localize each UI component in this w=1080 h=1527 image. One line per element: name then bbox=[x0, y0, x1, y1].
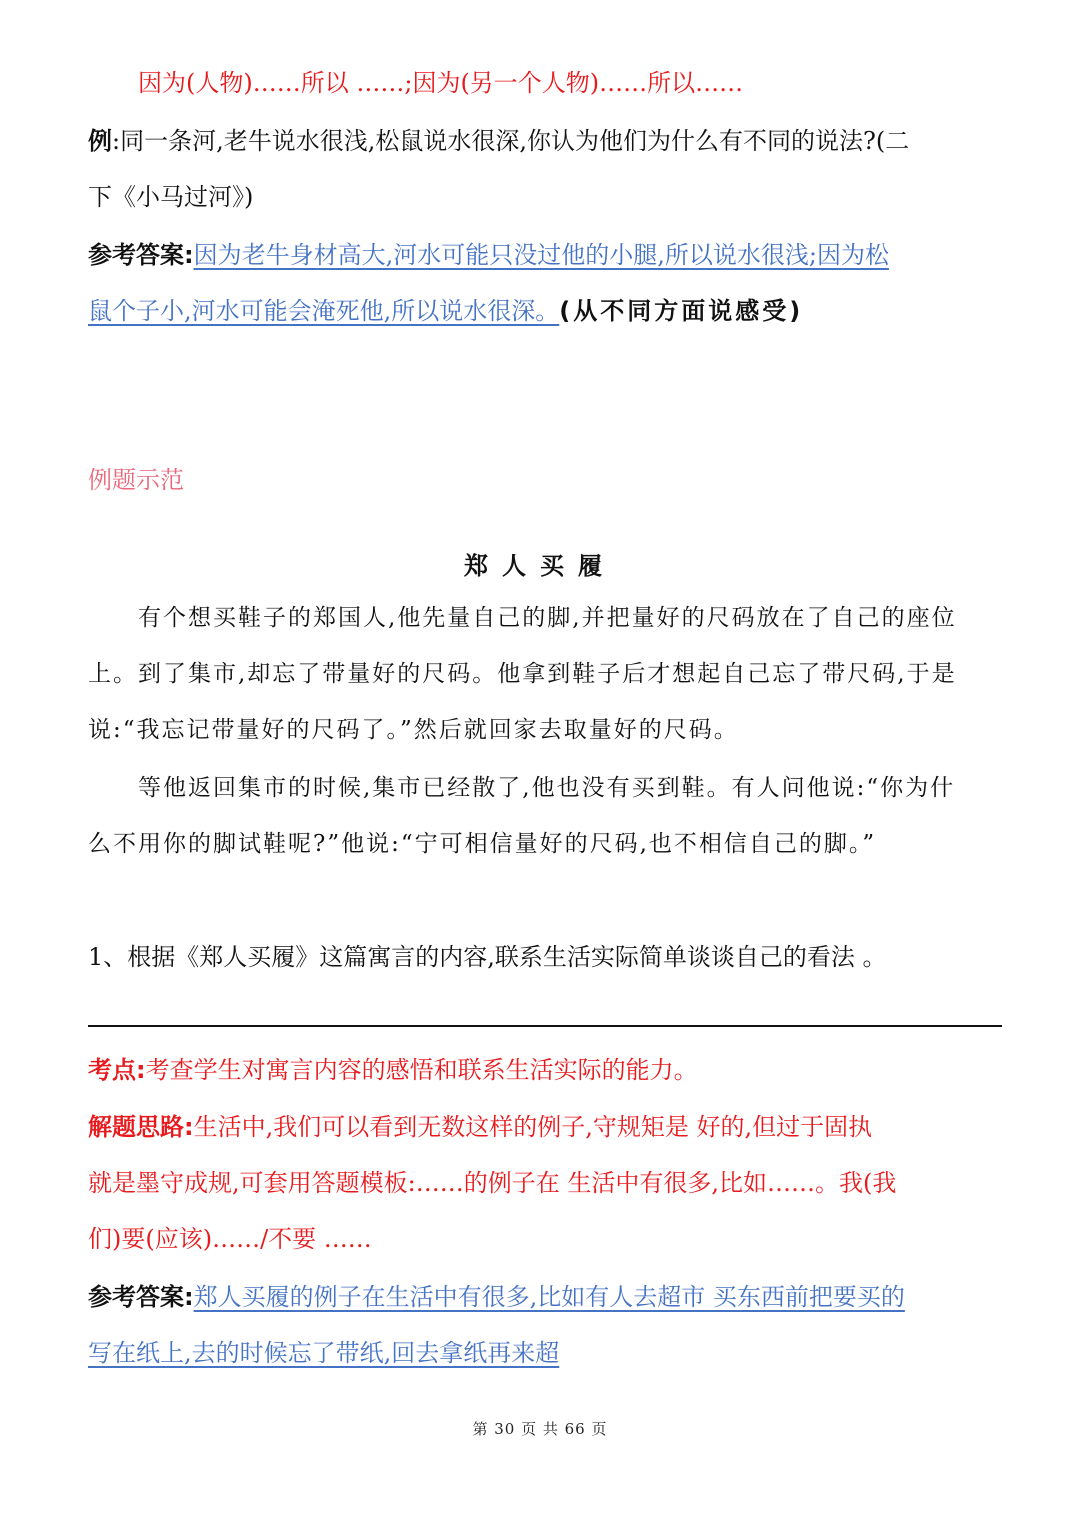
story-para2-line-1: 等他返回集市的时候,集市已经散了,他也没有买到鞋。有人问他说:“你为什 bbox=[138, 775, 956, 801]
silu-label: 解题思路: bbox=[88, 1113, 194, 1141]
answer2-label: 参考答案: bbox=[88, 1283, 194, 1311]
answer-template-line: 因为(人物)……所以 ……;因为(另一个人物)……所以…… bbox=[138, 69, 744, 97]
section-heading: 例题示范 bbox=[88, 466, 184, 494]
story-para1-line-3: 说:“我忘记带量好的尺码了。”然后就回家去取量好的尺码。 bbox=[88, 717, 739, 743]
silu-line-1 bbox=[88, 1110, 1002, 1144]
answer2-text-1: 郑人买履的例子在生活中有很多,比如有人去超市 买东西前把要买的 bbox=[193, 1283, 905, 1311]
page-footer: 第 30 页 共 66 页 bbox=[472, 1420, 608, 1438]
story-title: 郑人买履 bbox=[464, 552, 616, 580]
answer1-label: 参考答案: bbox=[88, 241, 194, 269]
answer2-line-2 bbox=[88, 1336, 1002, 1370]
story-para1-line-1: 有个想买鞋子的郑国人,他先量自己的脚,并把量好的尺码放在了自己的座位 bbox=[138, 605, 957, 631]
kaodian-label: 考点: bbox=[88, 1056, 146, 1084]
silu-text-1: 生活中,我们可以看到无数这样的例子,守规矩是 好的,但过于固执 bbox=[193, 1113, 873, 1141]
silu-line-2: 就是墨守成规,可套用答题模板:……的例子在 生活中有很多,比如……。我(我 bbox=[88, 1169, 897, 1197]
answer1-text-2: 鼠个子小,河水可能会淹死他,所以说水很深。 bbox=[88, 297, 560, 325]
example-question-line-2: 下《小马过河》) bbox=[88, 183, 254, 211]
example-question-line-1 bbox=[88, 124, 1002, 158]
answer2-text-2: 写在纸上,去的时候忘了带纸,回去拿纸再来超 bbox=[88, 1339, 560, 1367]
silu-line-3: 们)要(应该)……/不要 …… bbox=[88, 1225, 372, 1253]
kaodian-line bbox=[88, 1053, 1002, 1087]
answer1-note: (从不同方面说感受) bbox=[559, 297, 804, 325]
story-para1-line-2: 上。到了集市,却忘了带量好的尺码。他拿到鞋子后才想起自己忘了带尺码,于是 bbox=[88, 661, 957, 687]
story-para2-line-2: 么不用你的脚试鞋呢?”他说:“宁可相信量好的尺码,也不相信自己的脚。” bbox=[88, 831, 877, 857]
question-text: 1、根据《郑人买履》这篇寓言的内容,联系生活实际简单谈谈自己的看法 。 bbox=[88, 943, 887, 971]
answer2-line-1 bbox=[88, 1280, 1002, 1314]
example-text-1: :同一条河,老牛说水很浅,松鼠说水很深,你认为他们为什么有不同的说法?(二 bbox=[112, 127, 910, 155]
kaodian-text: 考查学生对寓言内容的感悟和联系生活实际的能力。 bbox=[145, 1056, 698, 1084]
answer1-text-1: 因为老牛身材高大,河水可能只没过他的小腿,所以说水很浅;因为松 bbox=[193, 241, 889, 269]
answer1-line-1 bbox=[88, 238, 1002, 272]
answer1-line-2 bbox=[88, 294, 1002, 328]
example-label: 例 bbox=[88, 127, 112, 155]
answer-line bbox=[88, 1025, 1002, 1027]
